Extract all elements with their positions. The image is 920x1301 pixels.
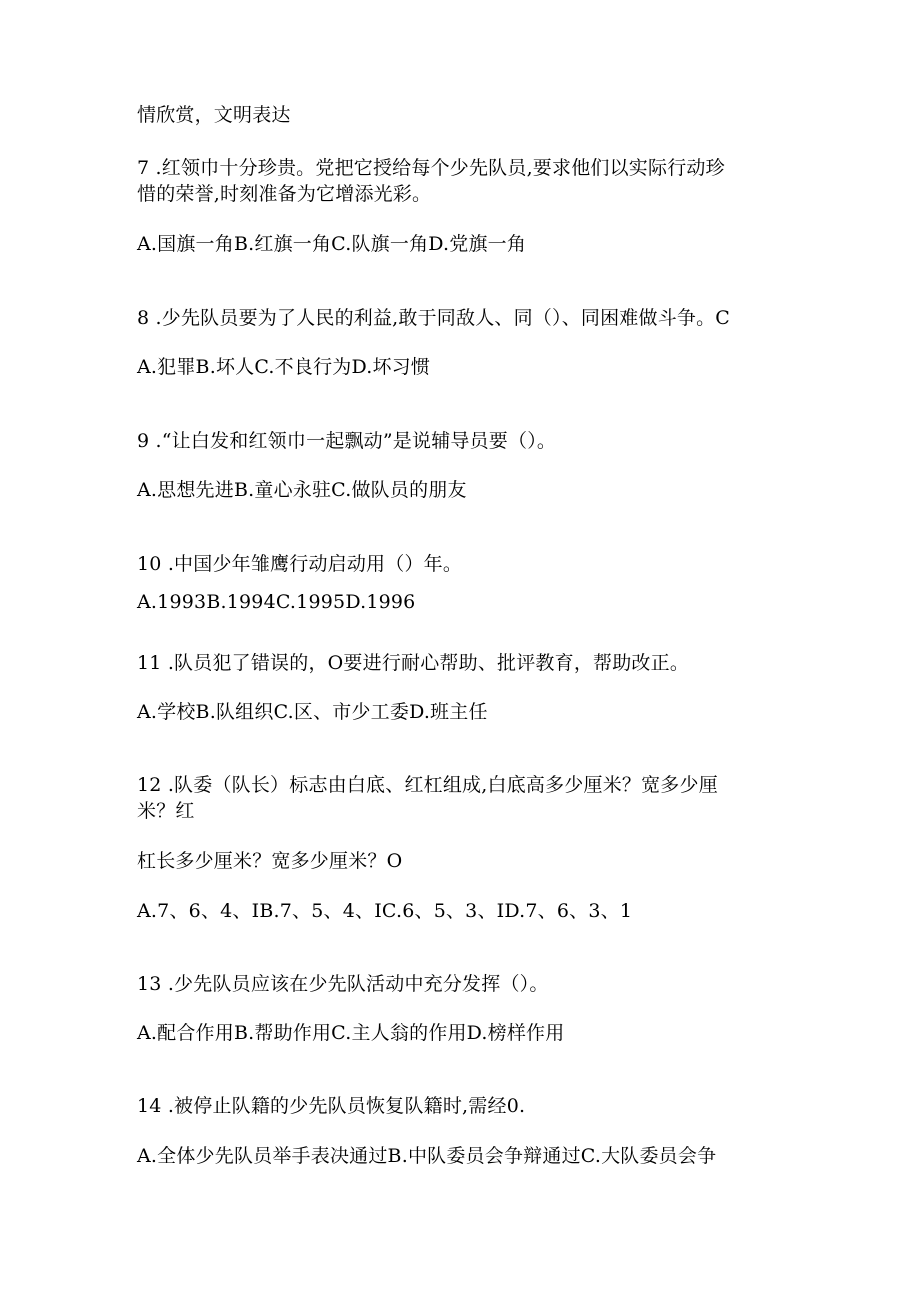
question-14: 14 .被停止队籍的少先队员恢复队籍时,需经0. bbox=[137, 1095, 526, 1117]
question-7-options: A.国旗一角B.红旗一角C.队旗一角D.党旗一角 bbox=[137, 233, 527, 255]
question-9: 9 .“让白发和红领巾一起飘动”是说辅导员要（）。 bbox=[137, 430, 557, 452]
question-13-options: A.配合作用B.帮助作用C.主人翁的作用D.榜样作用 bbox=[137, 1022, 565, 1044]
question-14-options: A.全体少先队员举手表决通过B.中队委员会争辩通过C.大队委员会争 bbox=[137, 1145, 717, 1167]
question-12-line-3: 杠长多少厘米？宽多少厘米？O bbox=[137, 850, 403, 872]
question-12-line-1: 12 .队委（队长）标志由白底、红杠组成,白底高多少厘米？宽多少厘 bbox=[137, 774, 718, 796]
question-10: 10 .中国少年雏鹰行动启动用（）年。 bbox=[137, 553, 463, 575]
question-7-line-1: 7 .红领巾十分珍贵。党把它授给每个少先队员,要求他们以实际行动珍 bbox=[137, 157, 725, 179]
question-11-options: A.学校B.队组织C.区、市少工委D.班主任 bbox=[137, 701, 488, 723]
question-7-line-2: 惜的荣誉,时刻准备为它增添光彩。 bbox=[137, 183, 432, 205]
text-line-intro-end: 情欣赏，文明表达 bbox=[137, 104, 291, 126]
question-8: 8 .少先队员要为了人民的利益,敢于同敌人、同（）、同困难做斗争。C bbox=[137, 307, 731, 329]
question-11: 11 .队员犯了错误的，O要进行耐心帮助、批评教育，帮助改正。 bbox=[137, 652, 690, 674]
question-8-options: A.犯罪B.坏人C.不良行为D.坏习惯 bbox=[137, 356, 431, 378]
question-12-options: A.7、6、4、IB.7、5、4、IC.6、5、3、ID.7、6、3、1 bbox=[137, 900, 633, 922]
question-10-options: A.1993B.1994C.1995D.1996 bbox=[137, 591, 416, 613]
question-13: 13 .少先队员应该在少先队活动中充分发挥（）。 bbox=[137, 973, 549, 995]
question-9-options: A.思想先进B.童心永驻C.做队员的朋友 bbox=[137, 479, 467, 501]
question-12-line-2: 米？红 bbox=[137, 800, 195, 822]
